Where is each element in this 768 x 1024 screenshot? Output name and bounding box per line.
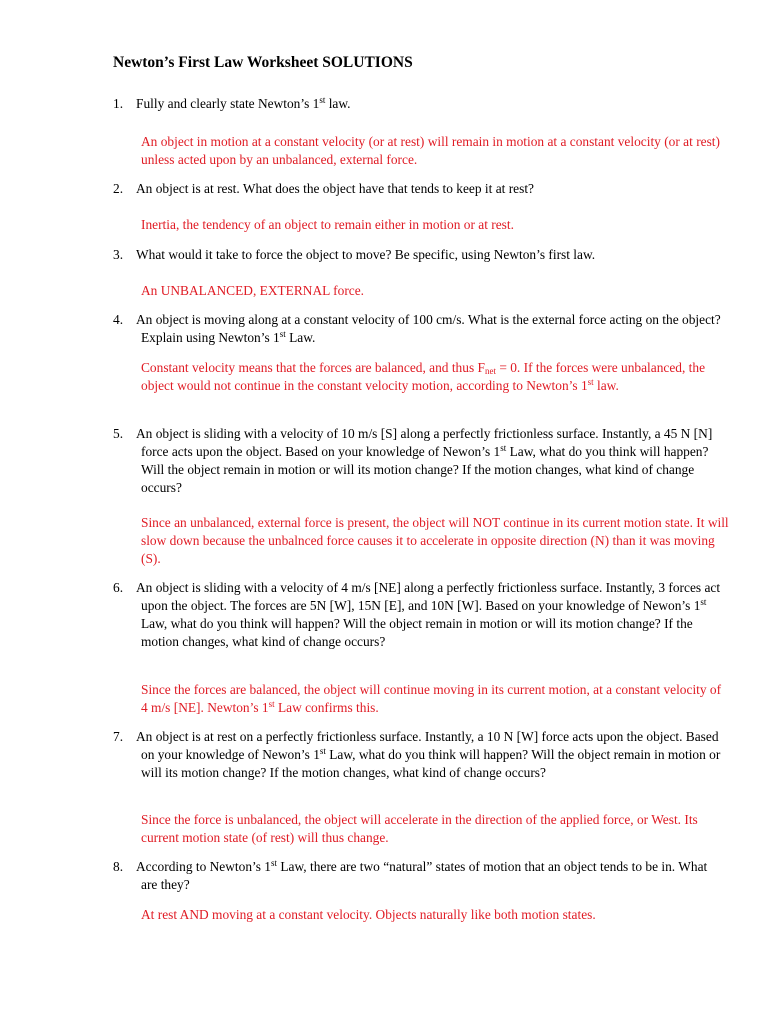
question-1 [113,95,723,113]
question-number: 1. [113,96,124,111]
question-5 [113,425,723,497]
question-number: 4. [113,312,124,327]
page-title: Newton’s First Law Worksheet SOLUTIONS [113,54,413,71]
question-number: 6. [113,580,124,595]
answer-8: At rest AND moving at a constant velocity. Objects naturally like both motion states. [141,907,596,922]
question-6 [113,579,723,651]
question-text: An object is at rest. What does the object have that tends to keep it at rest? [136,181,534,196]
answer-6: Since the forces are balanced, the object will continue moving in its current motion, at a constant velocity of 4 m/s [NE]. Newton’s 1st Law confirms this. [141,682,722,715]
question-text: According to Newton’s 1st Law, there are two “natural” states of motion that an object tends to be in. What are they? [136,858,708,892]
question-number: 3. [113,247,124,262]
question-2 [113,180,723,198]
answer-1: An object in motion at a constant velocity (or at rest) will remain in motion at a constant velocity (or at rest) unless acted upon by an unbalanced, external force. [141,134,720,167]
question-number: 5. [113,426,124,441]
answer-7: Since the force is unbalanced, the object will accelerate in the direction of the applied force, or West. Its current motion state (of rest) will thus change. [141,812,698,845]
answer-2: Inertia, the tendency of an object to remain either in motion or at rest. [141,217,514,232]
question-3 [113,246,723,264]
question-text: An object is moving along at a constant velocity of 100 cm/s. What is the external force acting on the object? Explain using Newton’s 1st Law. [136,312,721,345]
question-number: 8. [113,859,124,874]
answer-4: Constant velocity means that the forces are balanced, and thus $F_{net} = 0$. If the forces were unbalanced, the object would not continue in the constant velocity motion, according to Newton’s 1st law. [141,360,706,393]
question-number: 7. [113,729,124,744]
question-8 [113,858,723,894]
question-text: An object is sliding with a velocity of 10 m/s [S] along a perfectly frictionless surface. Instantly, a 45 N [N] force acts upon the object. Based on your knowledge of Newon’s 1st Law, what do you think will happen? Will the object remain in motion or will its motion change? If the motion changes, what kind of change occurs? [136,426,713,495]
question-7 [113,728,723,782]
question-number: 2. [113,181,124,196]
question-text: Fully and clearly state Newton’s 1st law. [136,95,351,111]
question-text: An object is at rest on a perfectly frictionless surface. Instantly, a 10 N [W] force acts upon the object. Based on your knowledge of Newon’s 1st Law, what do you think will happen? Will the object remain in motion or will its motion change? If the motion changes, what kind of change occurs? [136,729,721,780]
answer-5: Since an unbalanced, external force is present, the object will NOT continue in its current motion state. It will slow down because the unbalnced force causes it to accelerate in opposite direction (N) than it was moving (S). [141,515,729,566]
question-text: What would it take to force the object to move? Be specific, using Newton’s first law. [136,247,596,262]
question-4 [113,311,723,347]
question-text: An object is sliding with a velocity of 4 m/s [NE] along a perfectly frictionless surface. Instantly, 3 forces act upon the object. The forces are 5N [W], 15N [E], and 10N [W]. Based on your knowledge of Newon’s 1st Law, what do you think will happen? Will the object remain in motion or will its motion change? If the motion changes, what kind of change occurs? [136,580,721,649]
answer-3: An UNBALANCED, EXTERNAL force. [141,283,365,298]
